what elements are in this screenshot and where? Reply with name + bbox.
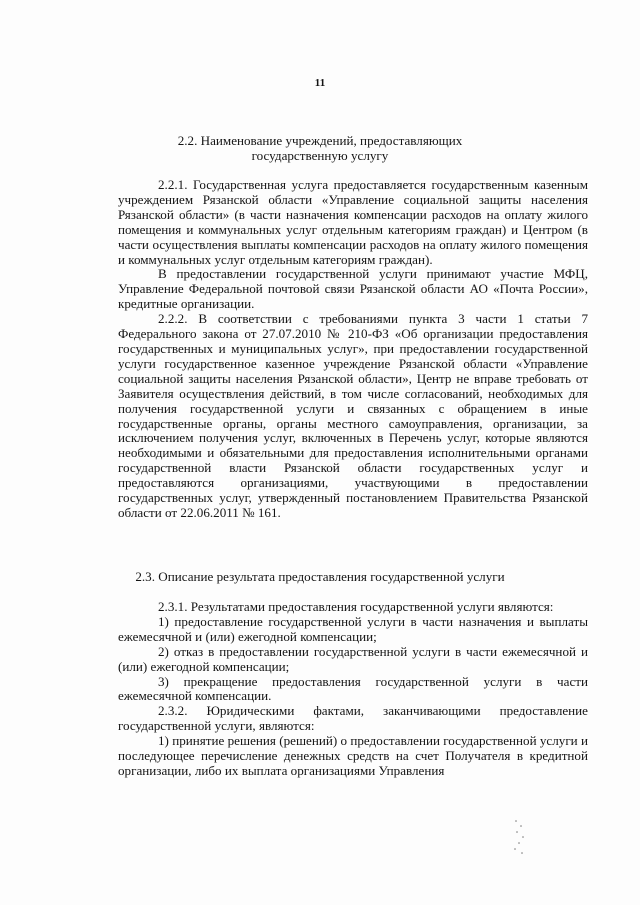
paragraph-participants: В предоставлении государственной услуги принимают участие МФЦ, Управление Федеральной почтовой связи Рязанской области АО «Почта России», кредитные организации. bbox=[118, 266, 588, 312]
paragraph-2-2-1: 2.2.1. Государственная услуга предоставляется государственным казенным учреждением Рязанской области «Управление социальной защиты населения Рязанской области» (в части назначения компенсации расходов на оплату жилого помещения и коммунальных услуг отдельным категориям граждан) и Центром (в части осуществления выплаты компенсации расходов на оплату жилого помещения и коммунальных услуг отдельным категориям граждан). bbox=[118, 177, 588, 267]
section-2-2-heading-line1: 2.2. Наименование учреждений, предоставляющих bbox=[177, 133, 463, 148]
list-item-legal-fact-1: 1) принятие решения (решений) о предоставлении государственной услуги и последующее перечисление денежных средств на счет Получателя в кредитной организации, либо их выплата организациями Управления bbox=[118, 733, 588, 778]
paragraph-2-3-1: 2.3.1. Результатами предоставления государственной услуги являются: bbox=[158, 599, 554, 614]
page-number: 11 bbox=[314, 77, 326, 89]
section-2-3-heading: 2.3. Описание результата предоставления государственной услуги bbox=[135, 569, 505, 584]
paragraph-2-2-2: 2.2.2. В соответствии с требованиями пункта 3 части 1 статьи 7 Федерального закона от 27.07.2010 № 210-ФЗ «Об организации предоставления государственных и муниципальных услуг», при предоставлении государственной услуги государственное казенное учреждение Рязанской области «Управление социальной защиты населения Рязанской области», Центр не вправе требовать от Заявителя осуществления действий, в том числе согласований, необходимых для получения государственной услуги и связанных с обращением в иные государственные органы, органы местного самоуправления, организации, за исключением получения услуг, включенных в Перечень услуг, которые являются необходимыми и обязательными для предоставления исполнительными органами государственной власти Рязанской области государственных услуг и предоставляются организациями, участвующими в предоставлении государственных услуг, утвержденный постановлением Правительства Рязанской области от 22.06.2011 № 161. bbox=[118, 311, 588, 520]
list-item-result-2: 2) отказ в предоставлении государственной услуги в части ежемесячной и (или) ежегодной компенсации; bbox=[118, 643, 588, 674]
scan-speckle-mark bbox=[512, 818, 526, 858]
section-2-2-body bbox=[118, 178, 588, 521]
list-item-result-3: 3) прекращение предоставления государственной услуги в части ежемесячной компенсации. bbox=[118, 673, 588, 704]
paragraph-2-3-2: 2.3.2. Юридическими фактами, заканчивающими предоставление государственной услуги, являются: bbox=[118, 703, 588, 734]
section-2-2-heading-line2: государственную услугу bbox=[251, 147, 389, 163]
section-2-3-body bbox=[118, 600, 588, 779]
list-item-result-1: 1) предоставление государственной услуги в части назначения и выплаты ежемесячной и (или) ежегодной компенсации; bbox=[118, 613, 588, 644]
section-2-2-heading bbox=[118, 134, 522, 164]
